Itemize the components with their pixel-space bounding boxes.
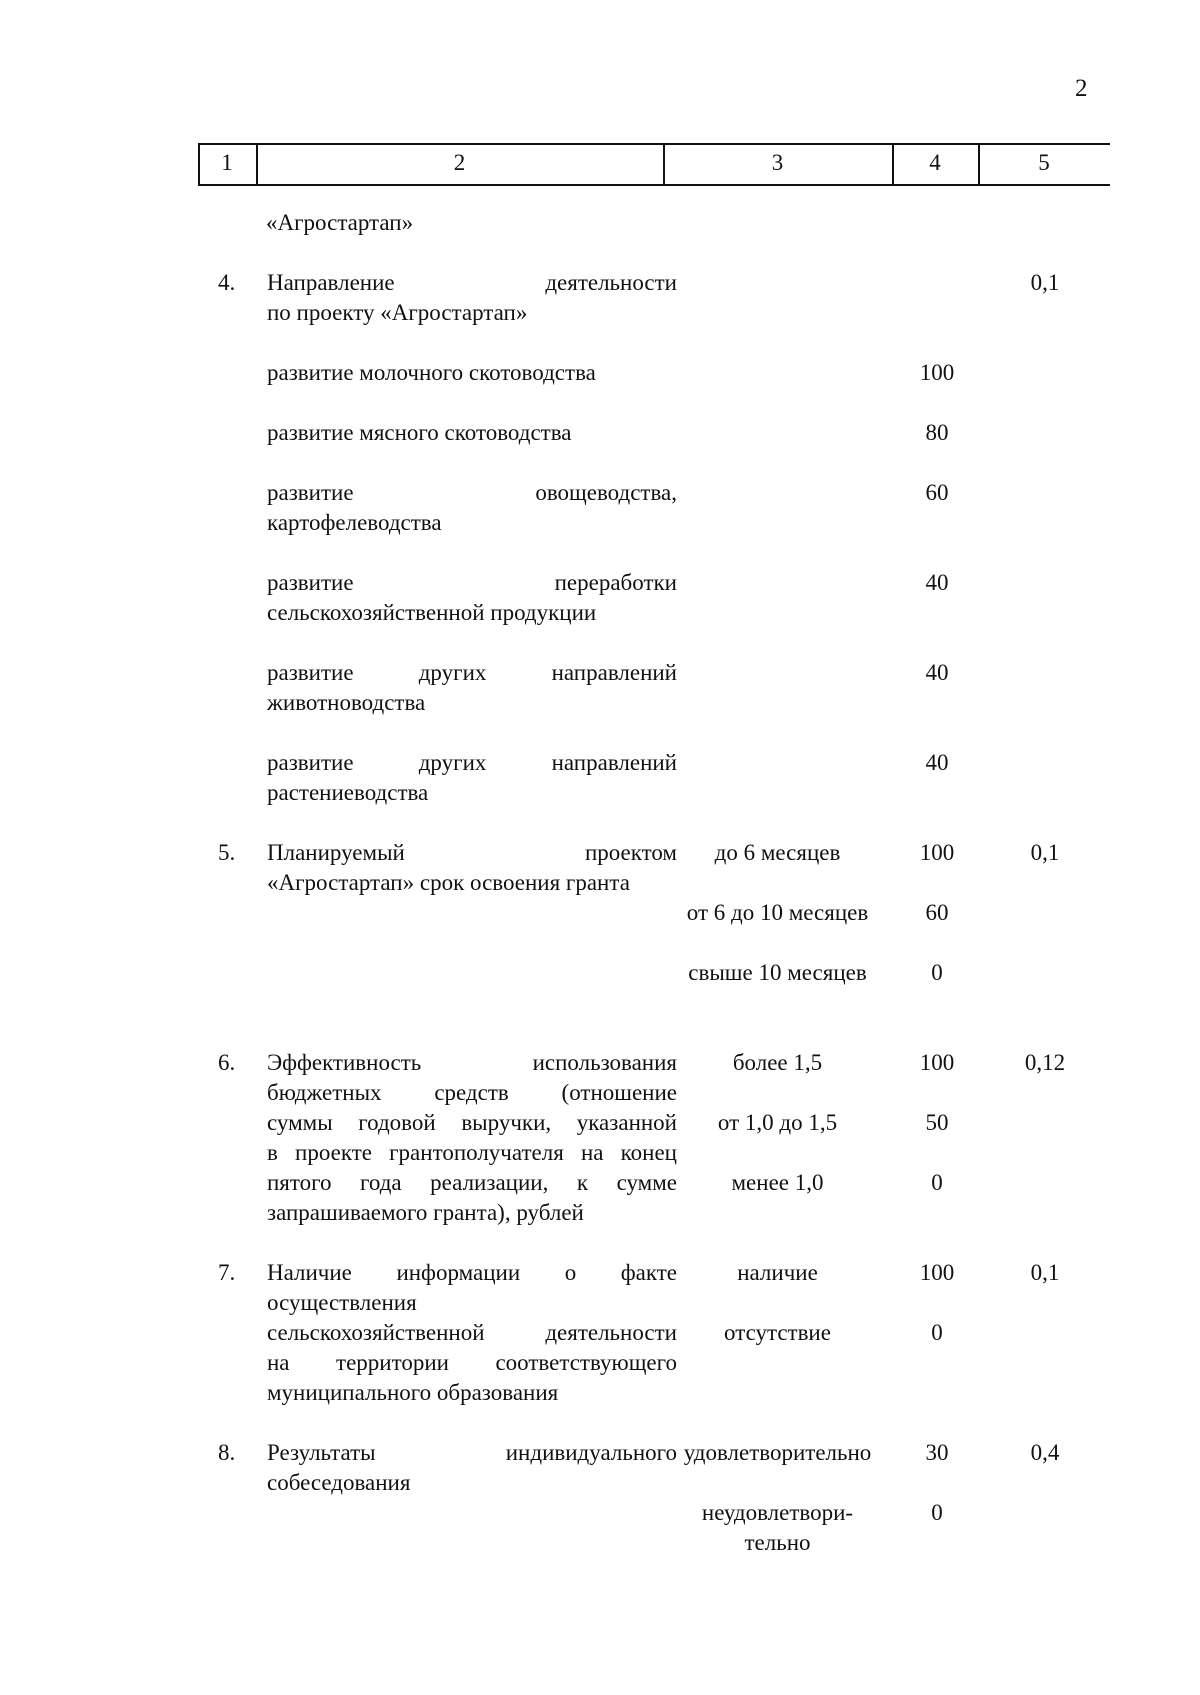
header-col-3: 3 [771,150,784,175]
continuation-text: «Агростартап» [266,210,414,235]
subitem-score: 40 [925,570,949,595]
row-number: 5. [218,840,236,865]
header-col-2: 2 [453,150,466,175]
subitem-label: развитие других направлений растениеводства [267,750,677,805]
criterion-label: от 6 до 10 месяцев [686,900,869,925]
subitem-score: 100 [919,360,955,385]
row-title: Планируемый проектом «Агростартап» срок освоения гранта [267,840,677,895]
subitem-score: 40 [925,750,949,775]
criterion-label: до 6 месяцев [714,840,841,865]
criterion-score: 0 [931,960,943,985]
criterion-label: менее 1,0 [731,1170,824,1195]
criterion-label: более 1,5 [732,1050,823,1075]
subitem-label: развитие переработки сельскохозяйственной продукции [267,570,677,625]
subitem-label: развитие овощеводства, картофелеводства [267,480,677,535]
criterion-score: 30 [925,1440,949,1465]
header-top-rule [198,143,1110,145]
subitem-score: 40 [925,660,949,685]
row-number: 6. [218,1050,236,1075]
criterion-score: 0 [931,1170,943,1195]
row-weight: 0,12 [1024,1050,1066,1075]
row-number: 8. [218,1440,236,1465]
header-col-5: 5 [1038,150,1050,175]
criterion-score: 60 [925,900,949,925]
criterion-score: 0 [931,1500,943,1525]
row-weight: 0,4 [1030,1440,1060,1465]
subitem-score: 60 [925,480,949,505]
criterion-score: 0 [931,1320,943,1345]
header-col-4: 4 [929,150,941,175]
row-number: 7. [218,1260,236,1285]
row-weight: 0,1 [1030,1260,1060,1285]
subitem-label: развитие других направлений животноводства [267,660,677,715]
criterion-label: удовлетворительно [683,1440,872,1465]
criterion-score: 100 [919,840,955,865]
row-weight: 0,1 [1030,270,1060,295]
criterion-score: 50 [925,1110,949,1135]
row-title: Результаты индивидуального собеседования [267,1440,677,1495]
header-col-1: 1 [221,150,233,175]
criterion-label-line: неудовлетвори- [701,1500,854,1525]
criterion-score: 100 [919,1260,955,1285]
subitem-label: развитие мясного скотоводства [267,420,572,445]
row-number: 4. [218,270,236,295]
criterion-label: свыше 10 месяцев [688,960,867,985]
criterion-label: отсутствие [724,1320,831,1345]
criterion-label [663,1498,892,1558]
page-number: 2 [1075,75,1088,102]
criterion-score: 100 [919,1050,955,1075]
header-bottom-rule [198,184,1110,186]
subitem-score: 80 [925,420,949,445]
criterion-label: от 1,0 до 1,5 [717,1110,838,1135]
subitem-label: развитие молочного скотоводства [267,360,596,385]
row-title: Направление деятельности по проекту «Агростартап» [267,270,677,325]
row-title: Наличие информации о факте осуществления сельскохозяйственной деятельности на территории соответствующего муниципального образования [267,1260,677,1405]
criterion-label-line: тельно [744,1530,811,1555]
criterion-label: наличие [737,1260,818,1285]
row-weight: 0,1 [1030,840,1060,865]
row-title: Эффективность использования бюджетных средств (отношение суммы годовой выручки, указанной в проекте грантополучателя на конец пятого года реализации, к сумме запрашиваемого гранта), рублей [267,1050,677,1225]
